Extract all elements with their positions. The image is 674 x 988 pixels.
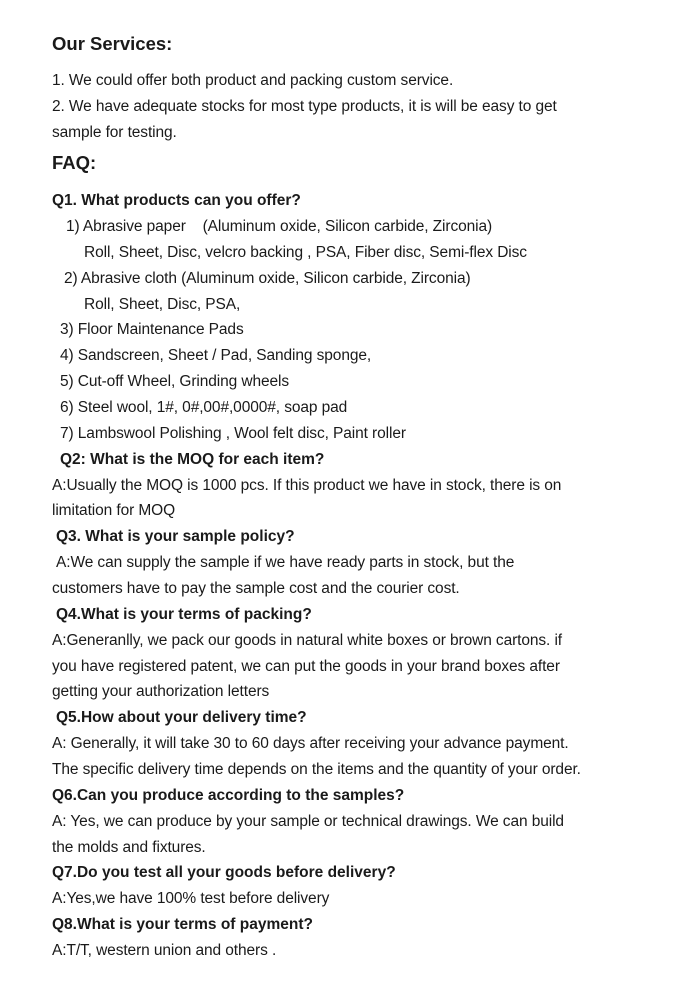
services-item-2-line-2: sample for testing. <box>52 124 177 141</box>
faq-q3-question: Q3. What is your sample policy? <box>56 528 295 545</box>
faq-q4-question: Q4.What is your terms of packing? <box>56 606 312 623</box>
faq-heading: FAQ: <box>52 152 97 173</box>
faq-q6-line-1: A: Yes, we can produce by your sample or technical drawings. We can build <box>52 813 564 830</box>
faq-q1-line-6: 4) Sandscreen, Sheet / Pad, Sanding sponge, <box>60 347 372 364</box>
faq-q5-question: Q5.How about your delivery time? <box>56 709 307 726</box>
faq-q1-line-9: 7) Lambswool Polishing , Wool felt disc, Paint roller <box>60 425 406 442</box>
services-item-2-line-1: 2. We have adequate stocks for most type products, it is will be easy to get <box>52 98 557 115</box>
services-item-1: 1. We could offer both product and packing custom service. <box>52 72 454 89</box>
faq-q1-line-1: 1) Abrasive paper (Aluminum oxide, Silicon carbide, Zirconia) <box>66 218 493 235</box>
services-heading: Our Services: <box>52 33 173 54</box>
faq-q3-line-1: A:We can supply the sample if we have ready parts in stock, but the <box>56 554 515 571</box>
faq-q2-line-2: limitation for MOQ <box>52 502 176 519</box>
faq-q1-line-5: 3) Floor Maintenance Pads <box>60 321 244 338</box>
faq-q4-line-1: A:Generanlly, we pack our goods in natural white boxes or brown cartons. if <box>52 632 563 649</box>
faq-q1-line-8: 6) Steel wool, 1#, 0#,00#,0000#, soap pad <box>60 399 348 416</box>
faq-q3-line-2: customers have to pay the sample cost and the courier cost. <box>52 580 460 597</box>
faq-q1-question: Q1. What products can you offer? <box>52 192 301 209</box>
faq-q6-question: Q6.Can you produce according to the samples? <box>52 787 405 804</box>
faq-q2-line-1: A:Usually the MOQ is 1000 pcs. If this product we have in stock, there is on <box>52 477 562 494</box>
faq-q1-line-7: 5) Cut-off Wheel, Grinding wheels <box>60 373 290 390</box>
faq-q4-line-3: getting your authorization letters <box>52 683 270 700</box>
faq-q2-question: Q2: What is the MOQ for each item? <box>60 451 325 468</box>
faq-q5-line-1: A: Generally, it will take 30 to 60 days after receiving your advance payment. <box>52 735 569 752</box>
faq-q1-line-2: Roll, Sheet, Disc, velcro backing , PSA, Fiber disc, Semi-flex Disc <box>84 244 527 261</box>
faq-q7-question: Q7.Do you test all your goods before delivery? <box>52 864 396 881</box>
faq-q8-question: Q8.What is your terms of payment? <box>52 916 313 933</box>
faq-q6-line-2: the molds and fixtures. <box>52 839 206 856</box>
faq-q1-line-3: 2) Abrasive cloth (Aluminum oxide, Silicon carbide, Zirconia) <box>64 270 471 287</box>
faq-q8-line-1: A:T/T, western union and others . <box>52 942 277 959</box>
faq-q5-line-2: The specific delivery time depends on the items and the quantity of your order. <box>52 761 581 778</box>
faq-q7-line-1: A:Yes,we have 100% test before delivery <box>52 890 330 907</box>
faq-q1-line-4: Roll, Sheet, Disc, PSA, <box>84 296 241 313</box>
faq-q4-line-2: you have registered patent, we can put the goods in your brand boxes after <box>52 658 560 675</box>
